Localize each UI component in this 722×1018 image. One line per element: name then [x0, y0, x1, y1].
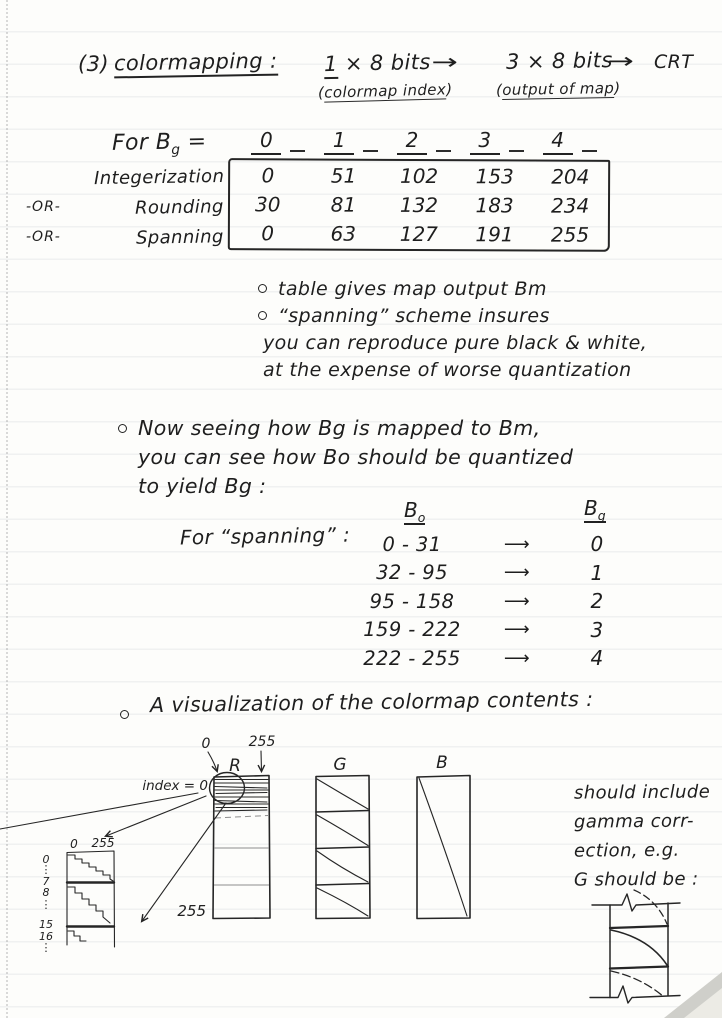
- map-table: [228, 158, 610, 252]
- staircase-3: [68, 931, 86, 941]
- svg-text:7: 7: [42, 875, 50, 888]
- col-header: 1: [324, 128, 354, 155]
- svg-text:⋮: ⋮: [40, 863, 52, 876]
- table-row: 95 - 158 ⟶ 2: [369, 589, 604, 614]
- note-line: to yield Bg :: [138, 474, 267, 498]
- arrow-right-icon: ⟶: [503, 647, 531, 669]
- staircase-1: [68, 855, 113, 881]
- arrow-right-icon: →: [431, 50, 459, 74]
- svg-text:15: 15: [39, 918, 53, 931]
- g-channel-column: [316, 755, 370, 919]
- crt-label: CRT: [654, 51, 694, 73]
- visualization-caption: A visualization of the colormap contents :: [120, 690, 593, 714]
- col-header: 0: [251, 128, 281, 155]
- arrow-right-icon: ⟶: [503, 533, 531, 555]
- or-label: -OR-: [26, 199, 61, 215]
- svg-text:16: 16: [39, 930, 53, 943]
- note-line: you can reproduce pure black & white,: [263, 332, 648, 354]
- gamma-curve: [611, 930, 667, 965]
- svg-text:8: 8: [42, 886, 50, 899]
- output-of-map-note: (output of map): [495, 78, 621, 100]
- hatch-pattern: [215, 780, 268, 812]
- bullet-icon: [118, 424, 127, 433]
- colormap-index-note: (colormap index): [317, 80, 453, 102]
- table-row-integerization: 0 51 102 153 204: [261, 162, 590, 189]
- inset-zero-label: 0: [70, 837, 78, 851]
- note-line: at the expense of worse quantization: [263, 359, 632, 381]
- svg-text:0: 0: [42, 853, 50, 866]
- b-channel-column: [417, 753, 470, 919]
- table-row: 159 - 222 ⟶ 3: [363, 617, 604, 642]
- dash: [509, 150, 524, 152]
- table-row-rounding: 30 81 132 183 234: [255, 192, 590, 218]
- page-title: colormapping :: [114, 49, 278, 79]
- col-header: 3: [470, 128, 500, 155]
- table-row: 222 - 255 ⟶ 4: [363, 646, 604, 671]
- scheme-label: Rounding: [135, 195, 225, 219]
- page-curl-highlight: [684, 988, 722, 1018]
- scheme-label: Spanning: [136, 225, 225, 249]
- section-number: (3): [78, 52, 109, 76]
- svg-text:⋮: ⋮: [40, 941, 52, 954]
- map-table-column-headers: [242, 128, 606, 155]
- index-axis-max: 255: [248, 734, 276, 750]
- spanning-table-rows: [352, 530, 632, 673]
- dash: [436, 150, 451, 152]
- table-row-spanning: 0 63 127 191 255: [261, 221, 590, 247]
- map-table-row-labels: [26, 162, 224, 252]
- arrow-right-icon: ⟶: [503, 619, 531, 641]
- heading: [0, 46, 722, 106]
- staircase-inset: [39, 836, 115, 954]
- index-0-label: index = 0: [142, 778, 208, 794]
- note-line: Now seeing how Bg is mapped to Bm,: [118, 414, 573, 443]
- table-row: 0 - 31 ⟶ 0: [382, 532, 604, 557]
- note-line: you can see how Bo should be quantized: [138, 445, 574, 469]
- inset-max-label: 255: [91, 836, 115, 850]
- g-label: G: [333, 755, 347, 775]
- bg-column-header: $B_g$: [584, 496, 606, 523]
- arrow-right-icon: →: [607, 49, 635, 73]
- bo-column-header: $B_o$: [404, 498, 426, 525]
- bullet-icon: [258, 311, 267, 320]
- svg-text:⋮: ⋮: [40, 898, 52, 911]
- index-axis-zero: 0: [201, 736, 211, 752]
- table-row: 32 - 95 ⟶ 1: [376, 560, 604, 585]
- note-line: “spanning” scheme insures: [258, 303, 647, 330]
- bullet-icon: [120, 710, 129, 719]
- gamma-curve-partial-top: [634, 890, 667, 924]
- bullet-icon: [258, 284, 267, 293]
- table-notes: [258, 276, 647, 384]
- inset-index-scale: [39, 853, 53, 954]
- gamma-correction-note: should include gamma corr- ection, e.g. G should be :: [573, 781, 711, 891]
- or-label: -OR-: [26, 229, 61, 245]
- colormap-visualization-diagram: [0, 730, 500, 1002]
- b-label: B: [436, 753, 448, 773]
- col-header: 2: [397, 128, 427, 155]
- dash: [363, 150, 378, 152]
- staircase-2: [68, 887, 110, 923]
- quantization-notes: [118, 414, 573, 501]
- gamma-curve-partial-bottom: [611, 971, 664, 997]
- top-break-line: [592, 894, 680, 911]
- note-line: table gives map output Bm: [258, 276, 647, 303]
- map-table-caption: For $B_g$ =: [111, 129, 207, 159]
- col-header: 4: [543, 128, 573, 155]
- arrow-right-icon: ⟶: [503, 590, 531, 612]
- scheme-label: Integerization: [93, 165, 225, 189]
- dash: [582, 150, 597, 152]
- colormap-output-bits: 3 × 8 bits: [505, 48, 613, 74]
- arrow-right-icon: ⟶: [503, 562, 531, 584]
- dash: [290, 150, 305, 152]
- index-max-bottom: 255: [177, 902, 206, 920]
- colormap-input-bits: 1 × 8 bits: [324, 50, 431, 76]
- r-label: R: [229, 756, 241, 776]
- spanning-caption: For “spanning” :: [179, 522, 351, 550]
